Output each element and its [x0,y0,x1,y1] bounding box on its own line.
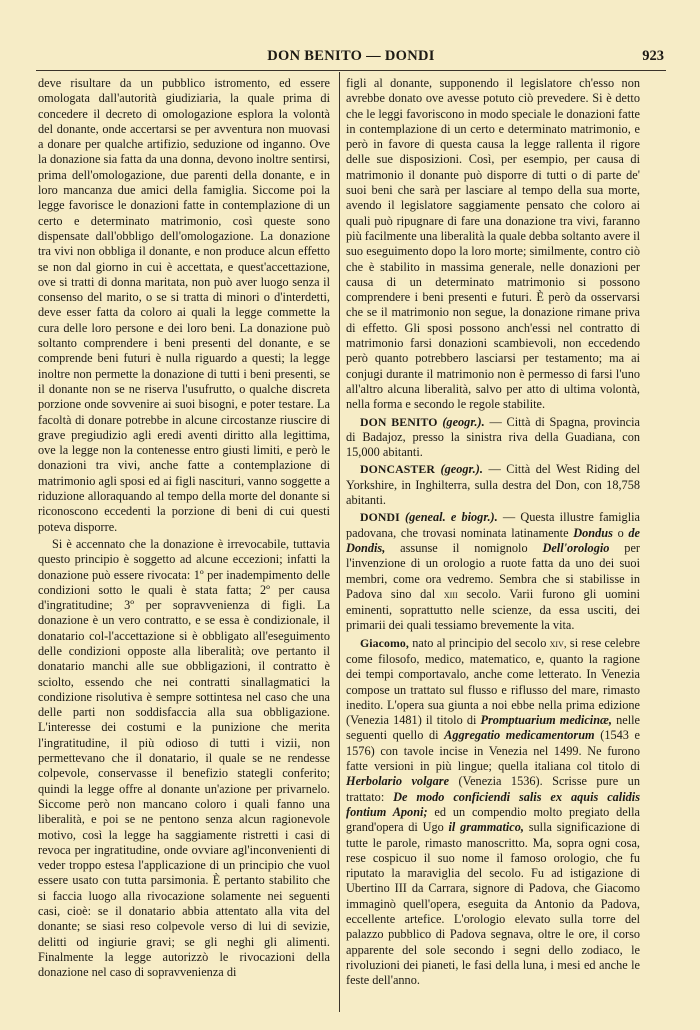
century-numeral: xiv, [549,637,567,650]
page-number: 923 [642,48,664,64]
book-title: Promptuarium medicinæ, [480,713,613,728]
entry-text: sulla significazione di tutte le parole, rimasto manoscritto. Ma, sopra ogni cosa, rese cospicuo il suo nome il famoso orologio, che fu riputato la maraviglia del secolo. Fu ad istigazione di Ubertino III da Carrara, signore di Padova, che Giacomo immaginò quell'opera, eseguita da Antonio da Padova, eccellente artefice. L'orologio elevato sulla torre del palazzo pubblico di Padova segnava, oltre le ore, il corso apparente del sole secondo i segni dello zodiaco, le rivoluzioni dei pianeti, le fasi della luna, i mesi ed anche le feste dell'anno. [346,820,640,988]
column-divider [339,72,340,1012]
entry-text: — Città di Spagna, provincia di Badajoz, presso la sinistra riva della Guadiana, con 15,000 abitanti. [346,414,641,460]
entry-text: ed un compendio molto pregiato della grand'opera di Ugo [346,804,640,835]
entry-text: secolo. Varii furono gli uomini eminenti, soprattutto nelle scienze, da essa usciti, dei primarii dei quali tessiamo brevemente la vita. [346,586,640,633]
entry-text: per l'invenzione di un orologio a ruote fatta da uno dei suoi membri, come ora vedremo. Sembra che si stabilisse in Padova sino dal [346,540,640,601]
book-title: De modo conficiendi salis ex aquis calidis fontium Aponi; [346,789,640,819]
paragraph: figli al donante, supponendo il legislatore ch'esso non avrebbe donato ove avesse potuto ciò prevedere. Si è detto che le leggi favoriscono in modo speciale le donazioni fatte in contemplazione di un certo e determinato matrimonio, e però in favore di questa causa la legge rallenta il rigore delle sue disposizioni. Così, per esempio, per causa di matrimonio il donante può disporre di tutti o di parte de' suoi beni che sarà per lasciare al tempo della sua morte, avendo il legislatore saggiamente pensato che coloro ai quali può ripugnare di fare una donazione tra vivi, faranno più facilmente una liberalità la quale debba soltanto avere il suo eseguimento dopo la loro morte; similmente, contro ciò che è stabilito in massima generale, nelle donazioni per causa di un determinato matrimonio si possono comprendere i beni presenti e futuri. È però da osservarsi che se il matrimonio non segue, la donazione rimane priva di effetto. Gli sposi possono anch'essi nel contratto di matrimonio farsi donazioni scambievoli, non eccedendo però quanto potrebbero lasciarsi per testamento; ma ai conjugi durante il matrimonio non è permesso di farsi l'uno all'altro alcuna liberalità, salvo per atto di ultima volontà, nella forma e secondo le regole stabilite. [346,76,640,412]
entry-headword: Giacomo, [360,635,409,650]
entry-text: nato al principio del secolo [408,635,550,650]
entry-text: — Città del West Riding del Yorkshire, in Inghilterra, sulla destra del Don, con 18,758 abitanti. [346,462,640,508]
entry-doncaster [346,462,640,508]
latin-name: de Dondis, [346,525,641,555]
book-title: Herbolario volgare [346,774,450,789]
header-rule [36,70,666,71]
entry-text: nelle seguenti quello di [346,713,640,743]
century-numeral: xiii [443,588,458,601]
paragraph: Si è accennato che la donazione è irrevocabile, tuttavia questo principio è soggetto ad alcune eccezioni; infatti la donazione può essere rivocata: 1º per inadempimento delle condizioni sotto le quali è stata fatta; 2º per causa d'ingratitudine; 3º per sopravvenienza di figli. La donazione è un vero contratto, e se essa è condizionale, il donatario col-l'accettazione si è obbligato all'eseguimento delle condizioni opposte alla liberalità; ove pertanto il donatario manchi alle sue obbligazioni, il contratto è sciolto, essendo che nei contratti sinallagmatici la condizione risolutiva è sempre sottintesa nel caso che una delle parti non soddisfaccia alla sua obbligazione. L'interesse dei costumi e la punizione che merita l'ingratitudine, il più odioso di tutti i vizii, non permettevano che il donatario, il quale se ne rendesse colpevole, conservasse il benefizio stategli conferito; quindi la legge offre al donante un'azione per privarnelo. Siccome però non mancano coloro i quali fanno una liberalità, e poi se ne pentono senza alcun ragionevole motivo, così la legge ha saggiamente ristretti i casi di revoca per ingratitudine, onde ovviare agl'inconvenienti di veder troppo estesa l'applicazione di un principio che vuol essere usato con tutta parsimonia. È pertanto stabilito che si faccia luogo alla rivocazione solamente nei seguenti casi, cioè: se il donatario abbia attentato alla vita del donante; se siasi reso colpevole verso di lui di sevizie, delitti od ingiurie gravi; se gli neghi gli alimenti. Finalmente la legge autorizzò le rivocazioni della donazione nel caso di sopravvenienza di [38,536,330,980]
page-title: DON BENITO — DONDI [267,48,435,64]
paragraph: deve risultare da un pubblico istromento, ed essere omologata dall'autorità giudiziaria, la quale prima di concedere il decreto di omologazione esplora la volontà del donante, onde accertarsi se per avventura non muovasi a donare per qualche artifizio, seduzione od inganno. Ove la donazione sia fatta da una donna, devono inoltre sentirsi, prima dell'omologazione, due parenti della donante, e in loro mancanza due amici della famiglia. Siccome poi la legge favorisce le donazioni fatte in contemplazione di un certo e determinato matrimonio, così queste sono dispensate dall'obbligo dell'omologazione. La donazione tra vivi non obbliga il donante, e non produce alcun effetto se non dal giorno in cui è accettata, e quest'accettazione, ove si tratti di donna maritata, non può aver luogo senza il consenso del marito, o se si tratta di minori o d'interdetti, deve esser fatta da coloro ai quali la legge commette la cura delle loro persone e dei loro beni. La donazione può soltanto comprendere i beni presenti del donante, e se comprende beni futuri è nulla riguardo a questi; la legge inoltre non permette la donazione di tutti i beni presenti, se il donante non se ne riserva l'usufrutto, o qualche discreta porzione onde sovvenire ai suoi bisogni, e poter testare. La facoltà di donare potrebbe in alcune circostanze riuscire di grave pregiudizio agli eredi aventi diritto alla legittima, ove la legge non la contenesse entro giusti limiti, e però le donazioni tra vivi, anche fatte a contemplazione di matrimonio agli sposi ed ai figli nascituri, vanno soggette a riduzione alloraquando al tempo della morte del donante si riconoscono eccedenti la porzione di beni di cui questi poteva disporre. [38,76,330,534]
entry-text: si rese celebre come filosofo, medico, matematico, e, quanto la ragione dei tempi comportavalo, anche come letterato. In Venezia compose un trattato sul flusso e riflusso del mare, rimasto inedito. L'opera sua giunta a noi ebbe nella prima edizione (Venezia 1481) il titolo di [346,635,640,728]
entry-text: (1543 e 1576) con tavole incise in Venezia nel 1499. Ne furono fatte versioni in più lingue; quella italiana col titolo di [346,728,640,774]
entry-tag: (geogr.). [440,462,483,477]
entry-text: o [612,525,629,540]
right-column [346,76,640,991]
book-title: Aggregatio medicamentorum [444,728,595,743]
epithet: il grammatico, [448,820,524,835]
entry-headword: DONCASTER [360,462,435,477]
latin-name: Dondus [573,525,613,540]
nickname: Dell'orologio [542,540,610,555]
entry-don-benito [346,415,640,461]
left-column [38,76,330,983]
entry-tag: (geneal. e biogr.). [405,510,498,525]
entry-text: assunse il nomignolo [385,540,543,555]
entry-headword: DON BENITO [360,414,438,429]
entry-headword: DONDI [360,510,400,525]
running-header [36,46,666,68]
entry-dondi [346,510,640,633]
entry-giacomo [346,636,640,989]
entry-text: (Venezia 1536). Scrisse pure un trattato: [346,774,640,804]
entry-text: — Questa illustre famiglia padovana, che trovasi nominata latinamente [346,510,640,540]
entry-tag: (geogr.). [442,414,485,429]
